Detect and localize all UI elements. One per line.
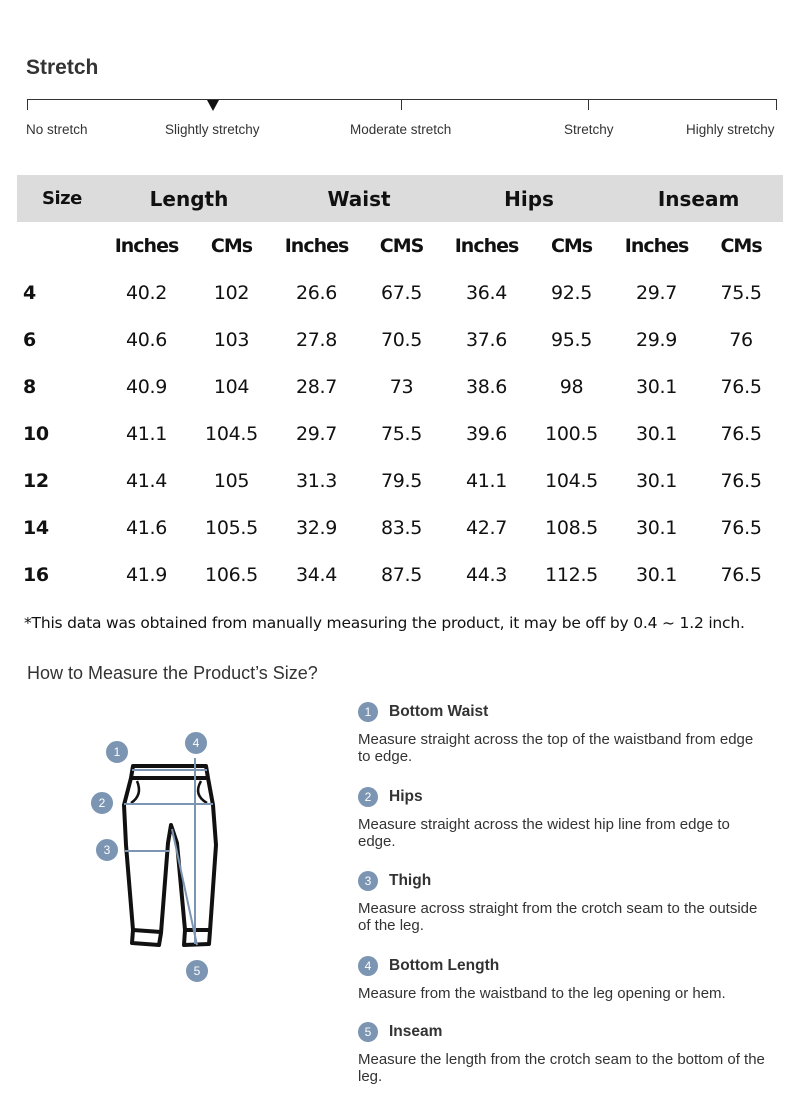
measurement-cell: 76 <box>729 328 753 351</box>
measurement-cell: 41.6 <box>125 516 168 539</box>
diagram-label: 2 <box>98 796 106 810</box>
table-row <box>17 457 783 504</box>
step-title: Hips <box>389 788 423 805</box>
table-row <box>17 504 783 551</box>
measure-step-hips <box>358 786 768 850</box>
measurement-cell: 42.7 <box>465 516 508 539</box>
measurement-cell: 104.5 <box>205 422 258 445</box>
measurement-cell: 76.5 <box>720 563 762 586</box>
stretch-level-label: Slightly stretchy <box>165 122 260 137</box>
measurement-cell: 106.5 <box>205 563 258 586</box>
measurement-cell: 79.5 <box>380 469 423 492</box>
unit-header: Inches <box>114 234 179 257</box>
measurement-cell: 112.5 <box>545 563 598 586</box>
measurement-cell: 26.6 <box>295 281 338 304</box>
measurement-cell: 102 <box>213 281 250 304</box>
measurement-cell: 76.5 <box>720 422 762 445</box>
measurement-cell: 40.2 <box>125 281 168 304</box>
measurement-cell: 31.3 <box>295 469 338 492</box>
unit-header: CMS <box>379 234 424 257</box>
size-cell: 14 <box>23 516 49 539</box>
table-row <box>17 316 783 363</box>
measurement-cell: 73 <box>389 375 414 398</box>
hips-column-header: Hips <box>504 186 554 211</box>
diagram-label: 1 <box>113 745 121 759</box>
stretch-tick <box>27 99 28 110</box>
measurement-cell: 41.4 <box>125 469 168 492</box>
step-description: Measure straight across the widest hip line from edge to edge. <box>358 816 730 850</box>
measurement-cell: 75.5 <box>380 422 423 445</box>
step-title: Thigh <box>389 872 432 889</box>
step-title: Bottom Waist <box>389 703 489 720</box>
step-number-badge: 1 <box>358 702 378 722</box>
step-title: Bottom Length <box>389 957 500 974</box>
size-chart-table <box>17 175 783 598</box>
measurement-cell: 27.8 <box>295 328 338 351</box>
diagram-badge-3 <box>95 838 119 862</box>
measurement-cell: 76.5 <box>720 469 762 492</box>
stretch-tick <box>588 99 589 110</box>
table-row <box>17 363 783 410</box>
step-title: Inseam <box>389 1023 443 1040</box>
step-description: Measure straight across the top of the waistband from edge to edge. <box>358 731 754 765</box>
measurement-cell: 30.1 <box>635 469 678 492</box>
unit-header: CMs <box>210 234 253 257</box>
measurement-cell: 38.6 <box>465 375 508 398</box>
diagram-badge-4 <box>184 731 208 755</box>
measurement-cell: 76.5 <box>720 375 762 398</box>
size-cell: 4 <box>23 281 36 304</box>
measurement-cell: 37.6 <box>465 328 508 351</box>
size-cell: 16 <box>23 563 49 586</box>
table-header-row <box>17 175 783 222</box>
measurement-cell: 76.5 <box>720 516 762 539</box>
measurement-cell: 98 <box>559 375 584 398</box>
measurement-cell: 67.5 <box>380 281 423 304</box>
stretch-tick <box>776 99 777 110</box>
measurement-cell: 34.4 <box>295 563 338 586</box>
measurement-cell: 30.1 <box>635 563 678 586</box>
measurement-cell: 92.5 <box>550 281 593 304</box>
measurement-cell: 75.5 <box>720 281 762 304</box>
table-row <box>17 410 783 457</box>
step-number-badge: 4 <box>358 956 378 976</box>
measure-step-bottom-length <box>358 955 768 1002</box>
step-number-badge: 2 <box>358 787 378 807</box>
diagram-label: 3 <box>103 843 111 857</box>
stretch-level-label: Stretchy <box>564 122 614 137</box>
stretch-level-label: No stretch <box>26 122 88 137</box>
measurement-footnote: *This data was obtained from manually measuring the product, it may be off by 0.4 ~ 1.2 inch. <box>24 614 745 632</box>
measurement-cell: 28.7 <box>295 375 338 398</box>
measurement-cell: 39.6 <box>465 422 508 445</box>
measurement-cell: 30.1 <box>635 422 678 445</box>
blank-cell <box>17 222 104 269</box>
step-description: Measure across straight from the crotch seam to the outside of the leg. <box>358 900 758 934</box>
pants-measurement-diagram <box>85 725 235 990</box>
stretch-title: Stretch <box>26 56 99 79</box>
measurement-cell: 104.5 <box>545 469 598 492</box>
inseam-column-header: Inseam <box>657 186 740 211</box>
measurement-cell: 105 <box>213 469 250 492</box>
measurement-cell: 44.3 <box>465 563 508 586</box>
diagram-badge-5 <box>185 959 209 983</box>
unit-header: CMs <box>550 234 593 257</box>
measurement-cell: 30.1 <box>635 516 678 539</box>
stretch-scale-line <box>27 99 777 100</box>
measurement-cell: 70.5 <box>380 328 423 351</box>
unit-header: Inches <box>454 234 519 257</box>
stretch-level-label: Moderate stretch <box>350 122 452 137</box>
measurement-cell: 41.1 <box>125 422 168 445</box>
length-column-header: Length <box>149 186 229 211</box>
waist-column-header: Waist <box>327 186 391 211</box>
measurement-cell: 29.7 <box>295 422 338 445</box>
measure-step-bottom-waist <box>358 701 768 765</box>
measurement-cell: 108.5 <box>545 516 598 539</box>
measurement-cell: 104 <box>213 375 250 398</box>
measurement-cell: 32.9 <box>295 516 338 539</box>
measurement-cell: 83.5 <box>380 516 423 539</box>
unit-header-row <box>17 222 783 269</box>
pants-outline-icon <box>124 766 216 945</box>
measurement-cell: 30.1 <box>635 375 678 398</box>
step-number-badge: 3 <box>358 871 378 891</box>
size-cell: 12 <box>23 469 49 492</box>
stretch-level-label: Highly stretchy <box>686 122 775 137</box>
measurement-cell: 29.7 <box>635 281 678 304</box>
table-row <box>17 551 783 598</box>
diagram-badge-2 <box>90 791 114 815</box>
unit-header: Inches <box>284 234 349 257</box>
howto-title: How to Measure the Product’s Size? <box>27 663 318 683</box>
unit-header: CMs <box>720 234 762 257</box>
measurement-cell: 41.9 <box>125 563 168 586</box>
diagram-label: 4 <box>192 736 200 750</box>
measurement-cell: 40.9 <box>125 375 168 398</box>
measurement-cell: 105.5 <box>205 516 258 539</box>
step-description: Measure from the waistband to the leg opening or hem. <box>358 985 726 1002</box>
size-column-header: Size <box>42 188 82 209</box>
stretch-tick <box>401 99 402 110</box>
table-row <box>17 269 783 316</box>
diagram-label: 5 <box>193 964 201 978</box>
unit-header: Inches <box>624 234 689 257</box>
measurement-cell: 87.5 <box>380 563 423 586</box>
size-cell: 10 <box>23 422 49 445</box>
measure-step-thigh <box>358 870 768 934</box>
step-number-badge: 5 <box>358 1022 378 1042</box>
diagram-badge-1 <box>105 740 129 764</box>
step-description: Measure the length from the crotch seam to the bottom of the leg. <box>358 1051 765 1085</box>
measurement-cell: 29.9 <box>635 328 678 351</box>
measurement-cell: 41.1 <box>465 469 508 492</box>
measurement-cell: 103 <box>213 328 250 351</box>
measurement-cell: 100.5 <box>545 422 598 445</box>
size-cell: 6 <box>23 328 36 351</box>
size-cell: 8 <box>23 375 36 398</box>
measure-step-inseam <box>358 1021 768 1085</box>
measurement-cell: 36.4 <box>465 281 508 304</box>
stretch-indicator-triangle <box>207 100 219 111</box>
measurement-cell: 40.6 <box>125 328 168 351</box>
measurement-cell: 95.5 <box>550 328 593 351</box>
